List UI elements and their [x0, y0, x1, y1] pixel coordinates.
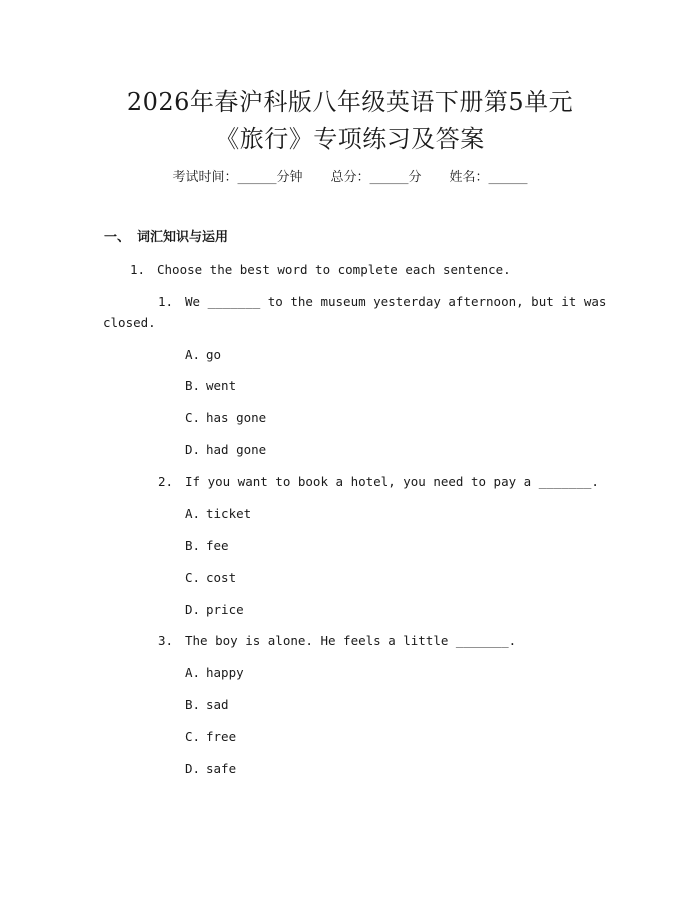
question-text: The boy is alone. He feels a little _______. — [185, 633, 517, 648]
option-letter: A. — [185, 347, 201, 362]
question-3-stem — [158, 632, 516, 650]
question-number: 3. — [158, 633, 174, 648]
option-text: free — [206, 729, 237, 744]
question-1-option-a — [185, 346, 221, 364]
question-2-option-a — [185, 505, 251, 523]
option-text: safe — [206, 761, 237, 776]
option-text: has gone — [206, 410, 267, 425]
title-line-1: 2026年春沪科版八年级英语下册第5单元 — [126, 88, 574, 116]
option-text: went — [206, 378, 237, 393]
question-3-option-b — [185, 696, 229, 714]
part-instruction — [130, 261, 511, 279]
question-1-stem-continued: closed. — [103, 315, 156, 330]
option-letter: C. — [185, 729, 201, 744]
question-1-option-b — [185, 377, 236, 395]
question-2-stem — [158, 473, 599, 491]
time-unit: 分钟 — [276, 170, 303, 185]
section-heading — [104, 228, 228, 248]
option-text: cost — [206, 570, 237, 585]
option-letter: C. — [185, 570, 201, 585]
score-blank: ______ — [369, 170, 409, 185]
question-1-stem — [158, 293, 606, 311]
option-letter: D. — [185, 761, 201, 776]
option-letter: D. — [185, 602, 201, 617]
name-blank: ______ — [488, 170, 528, 185]
option-letter: D. — [185, 442, 201, 457]
question-1-option-c — [185, 409, 266, 427]
question-2-option-d — [185, 601, 244, 619]
option-text: go — [206, 347, 222, 362]
question-text: If you want to book a hotel, you need to pay a _______. — [185, 474, 599, 489]
part-number: 1. — [130, 262, 146, 277]
title-line-2: 《旅行》专项练习及答案 — [215, 125, 485, 153]
option-text: fee — [206, 538, 229, 553]
option-letter: C. — [185, 410, 201, 425]
option-text: price — [206, 602, 244, 617]
question-number: 1. — [158, 294, 174, 309]
question-number: 2. — [158, 474, 174, 489]
section-title: 词汇知识与运用 — [137, 230, 229, 245]
option-letter: B. — [185, 378, 201, 393]
question-2-option-b — [185, 537, 229, 555]
option-letter: B. — [185, 697, 201, 712]
part-instruction-text: Choose the best word to complete each sentence. — [157, 262, 511, 277]
name-label: 姓名： — [449, 170, 489, 185]
option-text: sad — [206, 697, 229, 712]
score-unit: 分 — [408, 170, 422, 185]
option-text: happy — [206, 665, 244, 680]
exam-info — [0, 168, 700, 188]
option-letter: B. — [185, 538, 201, 553]
question-3-option-c — [185, 728, 236, 746]
section-number: 一、 — [104, 230, 131, 245]
question-3-option-a — [185, 664, 244, 682]
time-blank: ______ — [237, 170, 277, 185]
question-text: We _______ to the museum yesterday afternoon, but it was — [185, 294, 607, 309]
score-label: 总分： — [330, 170, 370, 185]
option-letter: A. — [185, 665, 201, 680]
option-text: had gone — [206, 442, 267, 457]
question-3-option-d — [185, 760, 236, 778]
time-label: 考试时间： — [172, 170, 238, 185]
question-1-option-d — [185, 441, 266, 459]
option-text: ticket — [206, 506, 252, 521]
question-2-option-c — [185, 569, 236, 587]
option-letter: A. — [185, 506, 201, 521]
